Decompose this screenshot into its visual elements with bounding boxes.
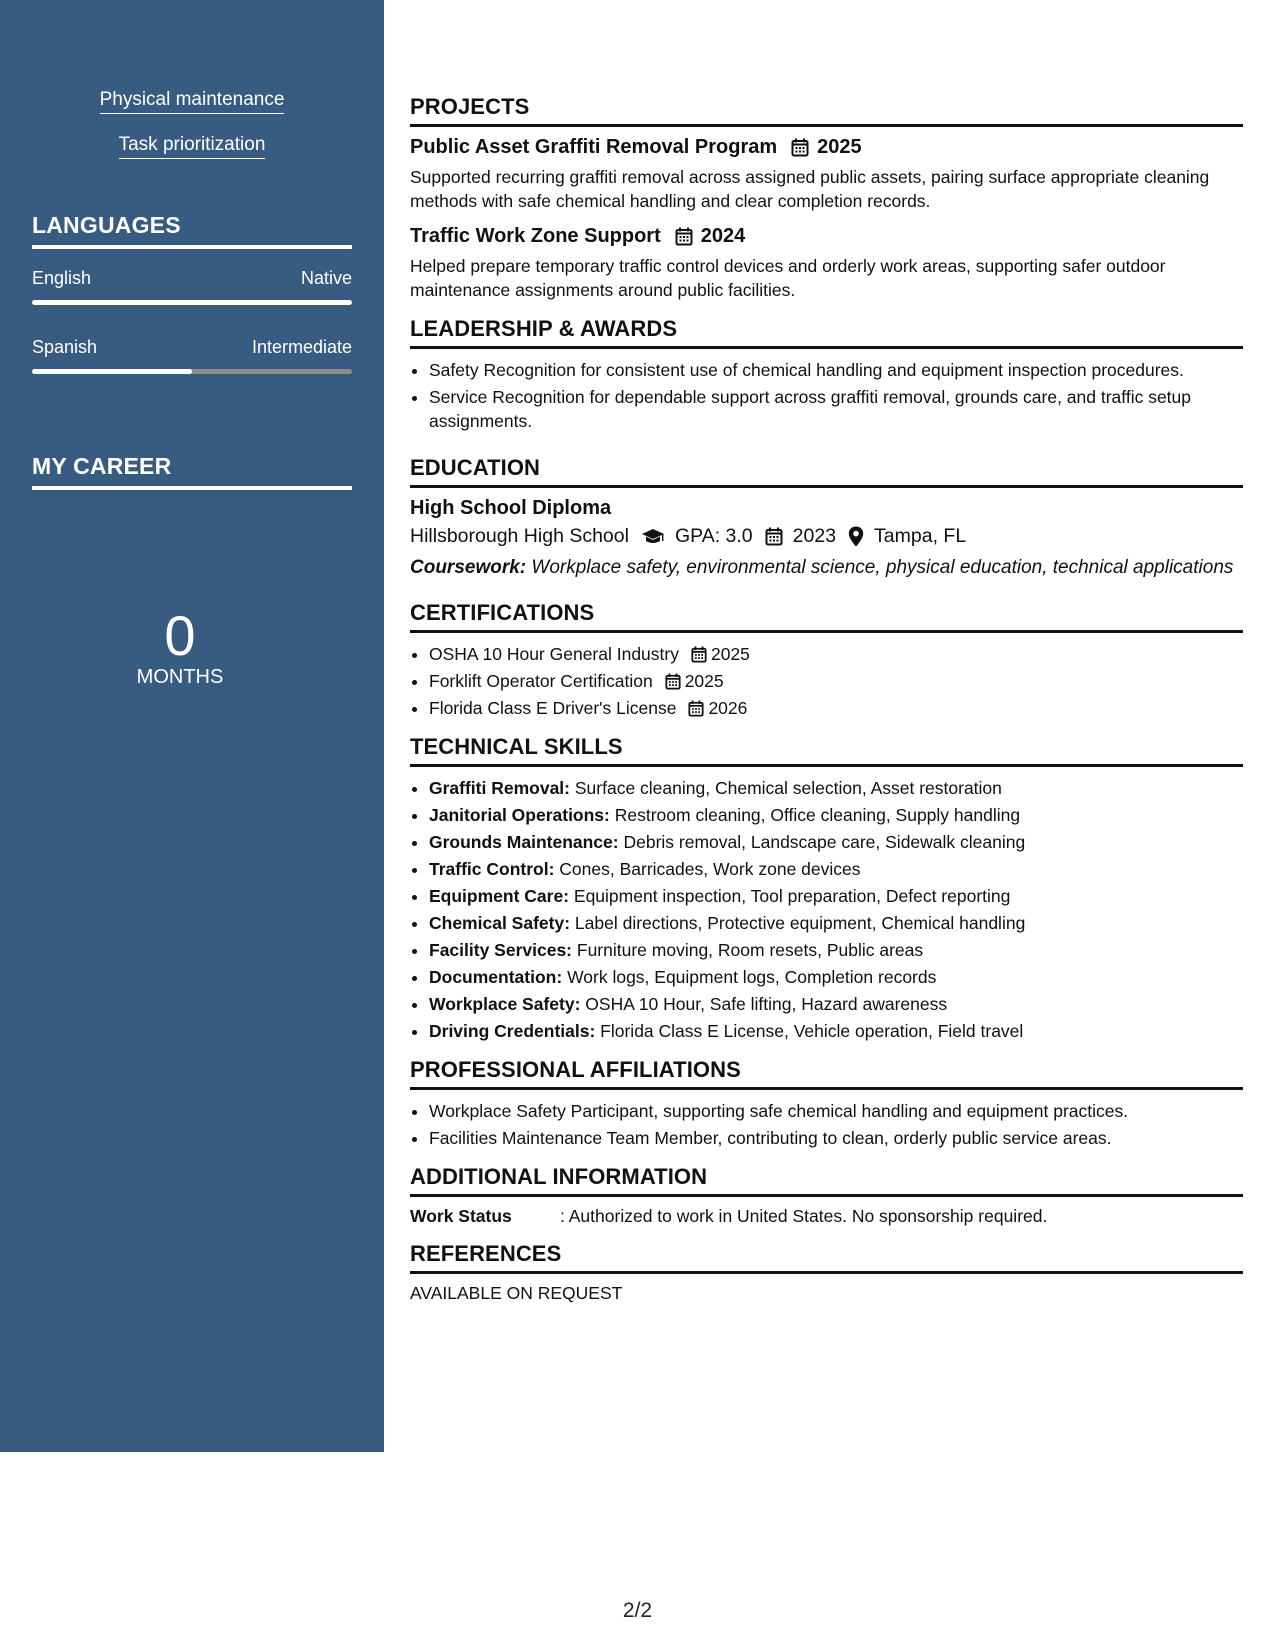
page-number: 2/2: [622, 1599, 653, 1622]
skill-item: [429, 938, 1243, 962]
language-proficiency-bar: [32, 369, 352, 374]
certification-year: 2025: [710, 644, 750, 664]
skill-item: [429, 830, 1243, 854]
certification-name: • Forklift Operator Certification: [429, 671, 653, 691]
certification-year: 2026: [708, 698, 748, 718]
skill-label: Task prioritization: [119, 134, 266, 159]
section-heading: TECHNICAL SKILLS: [410, 734, 1243, 767]
coursework-label: Coursework:: [410, 557, 527, 578]
skill-item: [0, 134, 384, 159]
project-title: Traffic Work Zone Support: [410, 225, 661, 247]
location-pin-icon: [848, 526, 864, 547]
certification-item: [429, 696, 1243, 720]
skill-item: [429, 965, 1243, 989]
section-heading: PROJECTS: [410, 94, 1243, 127]
skill-values: OSHA 10 Hour, Safe lifting, Hazard awareness: [585, 994, 948, 1014]
project-description: Supported recurring graffiti removal across assigned public assets, pairing surface appropriate cleaning methods with safe chemical handling and clear completion records.: [410, 167, 1210, 211]
language-name: English: [32, 268, 92, 288]
education-location: Tampa, FL: [874, 525, 967, 547]
language-proficiency-fill: [32, 369, 192, 374]
skill-category: Graffiti Removal:: [429, 778, 570, 798]
additional-info-section: [410, 1164, 1243, 1227]
skill-category: Traffic Control:: [429, 859, 555, 879]
graduation-cap-icon: [641, 528, 665, 546]
skill-category: Equipment Care:: [429, 886, 570, 906]
calendar-icon: [675, 227, 693, 246]
certification-item: [429, 642, 1243, 666]
skill-values: Restroom cleaning, Office cleaning, Supply handling: [614, 805, 1021, 825]
certification-name: • Florida Class E Driver's License: [429, 698, 677, 718]
education-year: 2023: [792, 525, 837, 547]
skill-item: [429, 1019, 1243, 1043]
project-title: Public Asset Graffiti Removal Program: [410, 136, 778, 158]
skill-item: [429, 992, 1243, 1016]
work-status-value: : Authorized to work in United States. No sponsorship required.: [560, 1206, 1048, 1226]
education-degree: High School Diploma: [410, 497, 612, 519]
section-heading: ADDITIONAL INFORMATION: [410, 1164, 1243, 1197]
skill-values: Debris removal, Landscape care, Sidewalk cleaning: [623, 832, 1026, 852]
language-proficiency-bar: [32, 300, 352, 305]
list-item: • Workplace Safety Participant, supporting safe chemical handling and equipment practices.: [429, 1099, 1243, 1123]
skill-category: Janitorial Operations:: [429, 805, 610, 825]
language-name: Spanish: [32, 337, 98, 357]
language-level: Intermediate: [251, 337, 352, 357]
education-section: [410, 455, 1243, 580]
languages-heading: LANGUAGES: [32, 212, 352, 249]
affiliations-section: [410, 1057, 1243, 1150]
work-status-label: Work Status: [410, 1206, 512, 1226]
language-row: [32, 268, 352, 289]
career-heading: MY CAREER: [32, 453, 352, 490]
skill-item: [429, 884, 1243, 908]
education-school: Hillsborough High School: [410, 525, 629, 547]
skill-item: [429, 803, 1243, 827]
career-months-unit: MONTHS: [136, 666, 224, 688]
technical-skills-list: [410, 776, 1243, 1043]
skill-item: [0, 89, 384, 114]
skill-values: Surface cleaning, Chemical selection, Asset restoration: [574, 778, 1002, 798]
skill-values: Equipment inspection, Tool preparation, Defect reporting: [573, 886, 1011, 906]
calendar-icon: [791, 138, 809, 157]
sidebar: [0, 0, 384, 1452]
language-level: Native: [300, 268, 352, 288]
calendar-icon: [665, 673, 681, 690]
skill-item: [429, 911, 1243, 935]
leadership-list: [410, 358, 1243, 433]
skill-category: Chemical Safety:: [429, 913, 571, 933]
project-description: Helped prepare temporary traffic control devices and orderly work areas, supporting safer outdoor maintenance assignments around public facilities.: [410, 256, 1166, 300]
certifications-section: [410, 600, 1243, 720]
references-section: [410, 1241, 1243, 1304]
calendar-icon: [688, 700, 704, 717]
section-heading: CERTIFICATIONS: [410, 600, 1243, 633]
section-heading: LEADERSHIP & AWARDS: [410, 316, 1243, 349]
calendar-icon: [765, 527, 783, 546]
list-item: • Facilities Maintenance Team Member, contributing to clean, orderly public service areas.: [429, 1126, 1243, 1150]
section-heading: REFERENCES: [410, 1241, 1243, 1274]
skill-values: Work logs, Equipment logs, Completion records: [567, 967, 937, 987]
skill-label: Physical maintenance: [100, 89, 285, 114]
language-row: [32, 337, 352, 358]
education-gpa: GPA: 3.0: [674, 525, 753, 547]
list-item: • Safety Recognition for consistent use of chemical handling and equipment inspection procedures.: [429, 358, 1243, 382]
certification-item: [429, 669, 1243, 693]
certification-name: • OSHA 10 Hour General Industry: [429, 644, 679, 664]
skill-category: Facility Services:: [429, 940, 572, 960]
technical-skills-section: [410, 734, 1243, 1043]
references-text: AVAILABLE ON REQUEST: [410, 1283, 623, 1303]
project-title-row: [410, 136, 1243, 159]
project-year: 2025: [817, 136, 862, 158]
career-months-value: 0: [164, 604, 196, 667]
certification-year: 2025: [684, 671, 724, 691]
skill-category: Grounds Maintenance:: [429, 832, 619, 852]
skill-values: Furniture moving, Room resets, Public areas: [576, 940, 924, 960]
leadership-section: [410, 316, 1243, 433]
main-content: [410, 94, 1243, 1318]
education-details: [410, 525, 1243, 548]
certifications-list: [410, 642, 1243, 720]
list-item: • Service Recognition for dependable support across graffiti removal, grounds care, and traffic setup assignments.: [429, 385, 1243, 433]
skill-category: Documentation:: [429, 967, 563, 987]
project-year: 2024: [700, 225, 746, 247]
language-proficiency-fill: [32, 300, 352, 305]
skill-item: [429, 857, 1243, 881]
skill-values: Cones, Barricades, Work zone devices: [559, 859, 861, 879]
skill-category: Workplace Safety:: [429, 994, 581, 1014]
section-heading: EDUCATION: [410, 455, 1243, 488]
calendar-icon: [691, 646, 707, 663]
affiliations-list: [410, 1099, 1243, 1150]
project-title-row: [410, 225, 1243, 248]
education-coursework: [410, 556, 1243, 580]
skill-item: [429, 776, 1243, 800]
projects-section: [410, 94, 1243, 302]
skill-values: Florida Class E License, Vehicle operation, Field travel: [600, 1021, 1024, 1041]
coursework-text: Workplace safety, environmental science, physical education, technical applications: [531, 557, 1234, 578]
skill-values: Label directions, Protective equipment, Chemical handling: [574, 913, 1026, 933]
skill-category: Driving Credentials:: [429, 1021, 596, 1041]
work-status-row: [410, 1206, 1243, 1227]
section-heading: PROFESSIONAL AFFILIATIONS: [410, 1057, 1243, 1090]
